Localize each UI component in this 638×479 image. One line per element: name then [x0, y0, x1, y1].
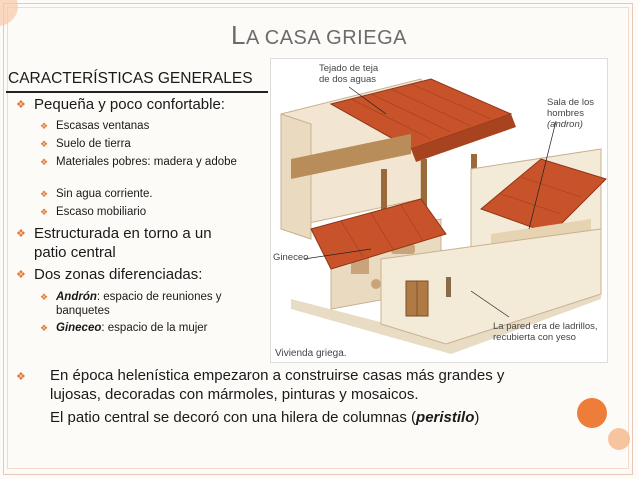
- sub-bullet-item: Sin agua corriente.: [56, 188, 153, 200]
- term-andron: Andrón: [56, 291, 97, 303]
- sub-bullet-marker: ❖: [40, 292, 49, 302]
- label-gineceo: Gineceo: [273, 252, 309, 263]
- decorative-circle-bottom-right-small: [608, 428, 630, 450]
- label-roof-line1: Tejado de teja: [319, 63, 379, 74]
- sub-bullet-marker: ❖: [40, 207, 49, 217]
- bottom-line3-pre: El patio central se decoró con una hilera de columnas (: [50, 409, 417, 426]
- sub-bullet-item: Materiales pobres: madera y adobe: [56, 156, 237, 168]
- title-rest: A CASA GRIEGA: [245, 27, 407, 49]
- label-roof: [319, 63, 378, 85]
- label-andron-line3: (andron): [547, 119, 583, 130]
- bullet-item-2-line1: Estructurada en torno a un: [34, 225, 212, 242]
- title-first-letter: L: [231, 20, 246, 50]
- bullet-marker: ❖: [16, 371, 26, 383]
- bottom-line3-post: ): [474, 409, 480, 426]
- label-wall-line1: La pared era de ladrillos,: [493, 321, 598, 332]
- heading-underline: [6, 91, 268, 93]
- label-roof-line2: de dos aguas: [319, 74, 377, 85]
- sub-bullet-marker: ❖: [40, 323, 49, 333]
- greek-house-illustration: [270, 58, 608, 363]
- sub-bullet-marker: ❖: [40, 139, 49, 149]
- bottom-text-line2: lujosas, decoradas con mármoles, pinturas y mosaicos.: [50, 386, 419, 403]
- label-wall-line2: recubierta con yeso: [493, 332, 576, 343]
- bullet-marker: ❖: [16, 228, 26, 240]
- label-andron-line2: hombres: [547, 108, 584, 119]
- sub-bullet-item: Escasas ventanas: [56, 120, 150, 132]
- sub-bullet-marker: ❖: [40, 121, 49, 131]
- bullet-item-1: Pequeña y poco confortable:: [34, 96, 225, 113]
- section-heading: CARACTERÍSTICAS GENERALES: [8, 70, 253, 87]
- label-andron-line1: Sala de los: [547, 97, 595, 108]
- bullet-marker: ❖: [16, 99, 26, 111]
- andron-desc-1: : espacio de reuniones y: [96, 291, 222, 303]
- term-peristilo: peristilo: [416, 409, 475, 426]
- sub-bullet-item: Suelo de tierra: [56, 138, 131, 150]
- label-wall: [493, 321, 598, 343]
- sub-bullet-andron: [56, 290, 256, 318]
- illustration-caption: Vivienda griega.: [275, 348, 347, 359]
- gineceo-desc: : espacio de la mujer: [101, 322, 208, 334]
- bottom-text-line1: En época helenística empezaron a construirse casas más grandes y: [50, 367, 505, 384]
- label-andron: [547, 97, 594, 130]
- bottom-text-line3: [50, 408, 479, 427]
- bullet-item-3: Dos zonas diferenciadas:: [34, 266, 203, 283]
- andron-desc-2: banquetes: [56, 305, 110, 317]
- sub-bullet-item: Escaso mobiliario: [56, 206, 147, 218]
- term-gineceo: Gineceo: [56, 322, 102, 334]
- sub-bullet-marker: ❖: [40, 157, 49, 167]
- sub-bullet-marker: ❖: [40, 189, 49, 199]
- decorative-circle-bottom-right: [577, 398, 607, 428]
- sub-bullet-gineceo: [56, 321, 208, 335]
- bullet-item-2-line2: patio central: [34, 244, 116, 261]
- bullet-marker: ❖: [16, 269, 26, 281]
- page-title: [0, 20, 638, 51]
